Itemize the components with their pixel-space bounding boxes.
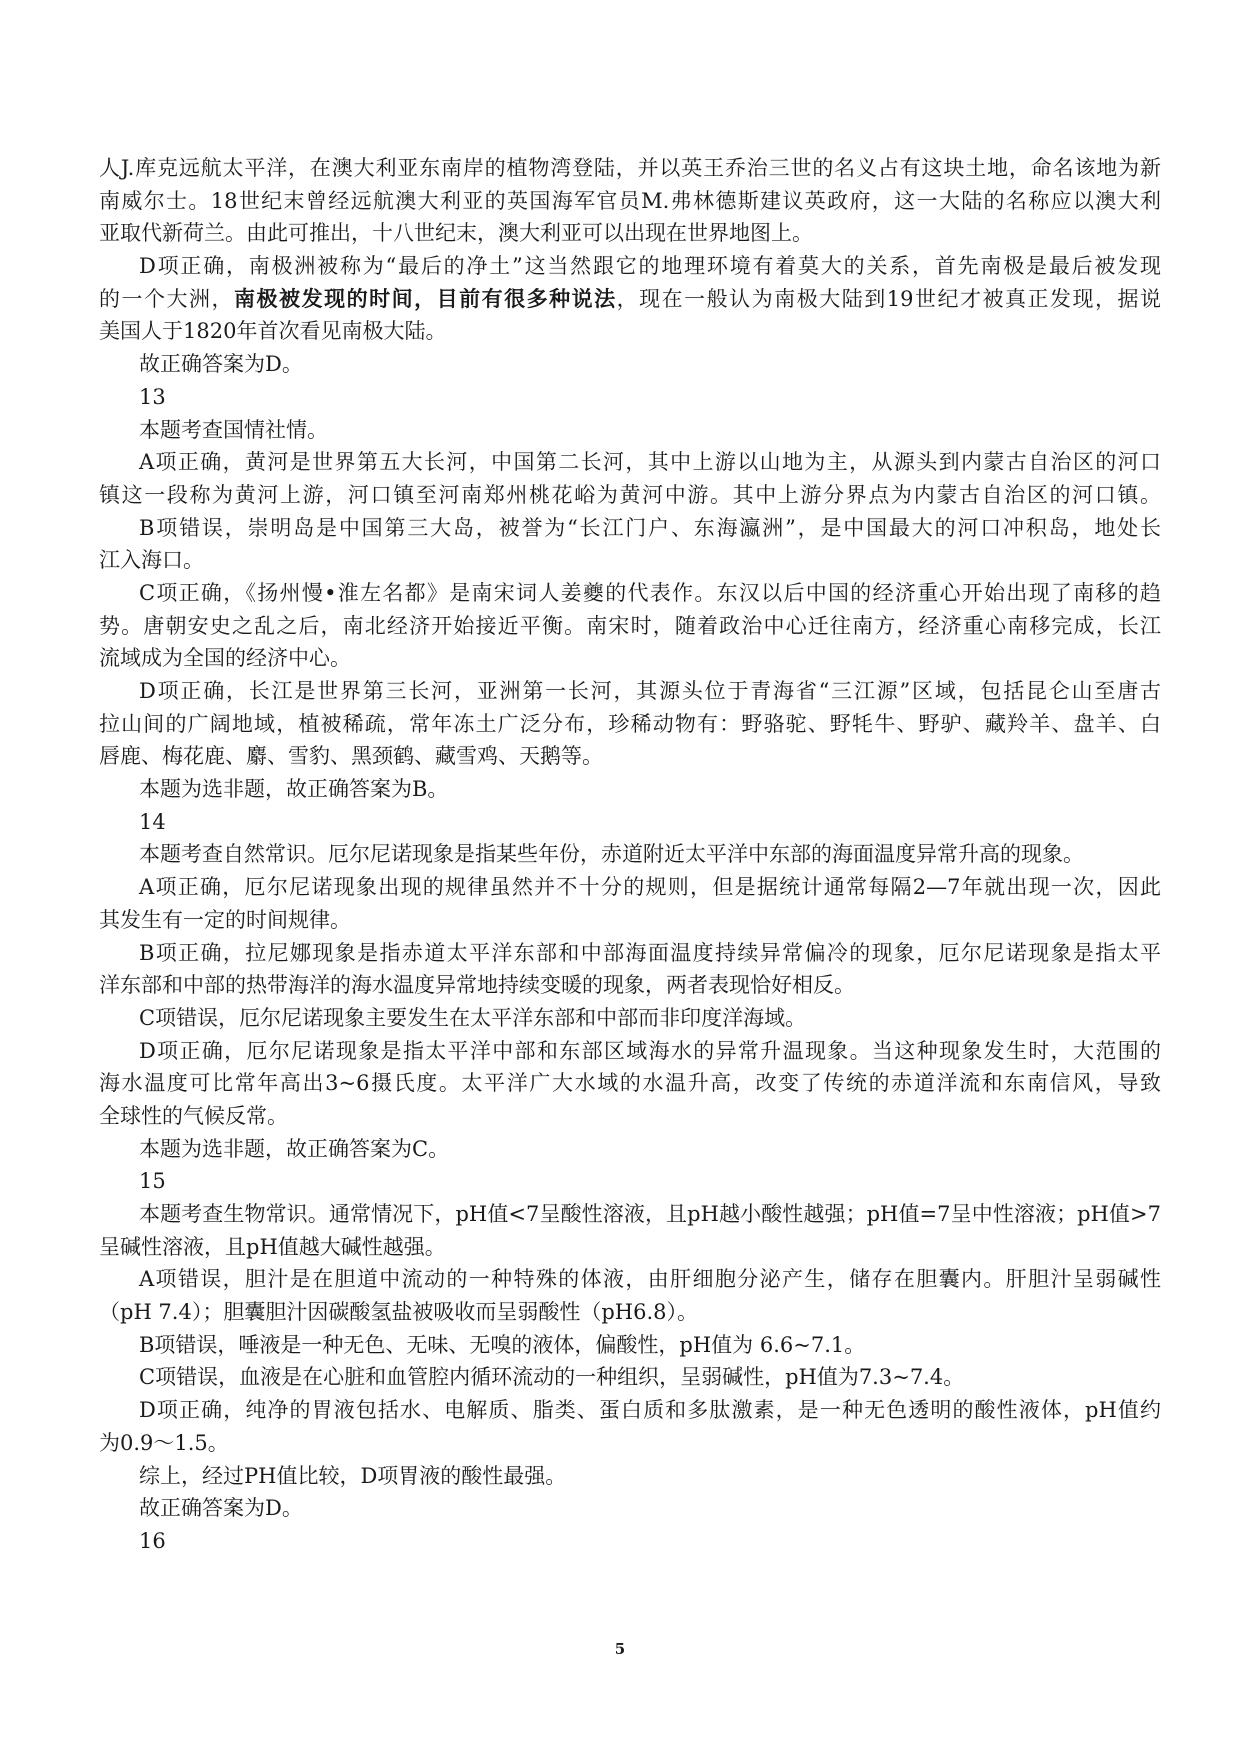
- text-line: B项错误，唾液是一种无色、无味、无嗅的液体，偏酸性，pH值为 6.6~7.1。: [139, 1332, 866, 1357]
- text-line: B项正确，拉尼娜现象是指赤道太平洋东部和中部海面温度持续异常偏冷的现象，厄尔尼诺现象是指太平: [139, 940, 1161, 965]
- text-line: 流域成为全国的经济中心。: [99, 646, 351, 671]
- text-line: 全球性的气候反常。: [99, 1103, 288, 1128]
- text-line: 14: [139, 809, 166, 834]
- text-line: A项正确，黄河是世界第五大长河，中国第二长河，其中上游以山地为主，从源头到内蒙古自治区的河口: [139, 450, 1161, 475]
- text-line: 其发生有一定的时间规律。: [99, 907, 351, 932]
- text-line: 为0.9～1.5。: [99, 1430, 229, 1455]
- text-line: 16: [139, 1528, 166, 1553]
- text-line: 本题为选非题，故正确答案为B。: [139, 777, 449, 802]
- text-line: 15: [139, 1169, 166, 1194]
- text-line: 呈碱性溶液，且pH值越大碱性越强。: [99, 1234, 446, 1259]
- text-line: 亚取代新荷兰。由此可推出，十八世纪末，澳大利亚可以出现在世界地图上。: [99, 221, 813, 246]
- text-line: 美国人于1820年首次看见南极大陆。: [99, 319, 447, 344]
- text-line: 人J.库克远航太平洋，在澳大利亚东南岸的植物湾登陆，并以英王乔治三世的名义占有这块土地，命名该地为新: [99, 156, 1161, 180]
- document-body: [99, 152, 1161, 1558]
- text-line: D项正确，长江是世界第三长河，亚洲第一长河，其源头位于青海省“三江源”区域，包括昆仑山至唐古: [139, 679, 1161, 703]
- text-line: 拉山间的广阔地域，植被稀疏，常年冻土广泛分布，珍稀动物有：野骆驼、野牦牛、野驴、藏羚羊、盘羊、白: [99, 711, 1161, 736]
- text-line: 13: [139, 384, 166, 409]
- text-line: 故正确答案为D。: [139, 352, 303, 377]
- text-line: 综上，经过PH值比较，D项胃液的酸性最强。: [139, 1463, 567, 1488]
- text-line: 势。唐朝安史之乱之后，南北经济开始接近平衡。南宋时，随着政治中心迁往南方，经济重心南移完成，长江: [99, 613, 1161, 638]
- text-line: 唇鹿、梅花鹿、麝、雪豹、黑颈鹤、藏雪鸡、天鹅等。: [99, 744, 603, 769]
- text-line: D项正确，厄尔尼诺现象是指太平洋中部和东部区域海水的异常升温现象。当这种现象发生时，大范围的: [139, 1038, 1161, 1063]
- text-line: C项错误，血液是在心脏和血管腔内循环流动的一种组织，呈弱碱性，pH值为7.3~7.4。: [139, 1365, 965, 1390]
- text-line: 南威尔士。18世纪末曾经远航澳大利亚的英国海军官员M.弗林德斯建议英政府，这一大陆的名称应以澳大利: [99, 188, 1161, 213]
- text-line: C项错误，厄尔尼诺现象主要发生在太平洋东部和中部而非印度洋海域。: [139, 1005, 807, 1030]
- text-line: C项正确，《扬州慢•淮左名都》是南宋词人姜夔的代表作。东汉以后中国的经济重心开始出现了南移的趋: [139, 580, 1161, 605]
- bold-text: 南极被发现的时间，目前有很多种说法: [234, 285, 617, 311]
- text-segment: ，现在一般认为南极大陆到19世纪才被真正发现，据说: [616, 286, 1162, 311]
- text-line: 本题考查生物常识。通常情况下，pH值<7呈酸性溶液，且pH越小酸性越强；pH值=7呈中性溶液；pH值>7: [139, 1202, 1161, 1226]
- text-line: A项错误，胆汁是在胆道中流动的一种特殊的体液，由肝细胞分泌产生，储存在胆囊内。肝胆汁呈弱碱性: [139, 1267, 1161, 1292]
- text-line: A项正确，厄尔尼诺现象出现的规律虽然并不十分的规则，但是据统计通常每隔2—7年就出现一次，因此: [139, 875, 1161, 900]
- text-line: D项正确，纯净的胃液包括水、电解质、脂类、蛋白质和多肽激素，是一种无色透明的酸性液体，pH值约: [139, 1398, 1161, 1423]
- text-line: 洋东部和中部的热带海洋的海水温度异常地持续变暖的现象，两者表现恰好相反。: [99, 973, 855, 998]
- text-line: 江入海口。: [99, 548, 204, 573]
- text-line: 镇这一段称为黄河上游，河口镇至河南郑州桃花峪为黄河中游。其中上游分界点为内蒙古自治区的河口镇。: [99, 482, 1161, 507]
- text-line: 海水温度可比常年高出3~6摄氏度。太平洋广大水域的水温升高，改变了传统的赤道洋流和东南信风，导致: [99, 1071, 1161, 1096]
- text-line: 故正确答案为D。: [139, 1496, 303, 1521]
- text-line: 本题考查自然常识。厄尔尼诺现象是指某些年份，赤道附近太平洋中东部的海面温度异常升高的现象。: [139, 842, 1084, 867]
- text-line: 本题为选非题，故正确答案为C。: [139, 1136, 450, 1161]
- text-line: 本题考查国情社情。: [139, 417, 328, 442]
- text-line: [99, 283, 1161, 316]
- text-line: （pH 7.4）；胆囊胆汁因碳酸氢盐被吸收而呈弱酸性（pH6.8）。: [99, 1300, 698, 1325]
- text-line: B项错误，崇明岛是中国第三大岛，被誉为“长江门户、东海瀛洲”，是中国最大的河口冲积岛，地处长: [139, 515, 1161, 540]
- page-number: 5: [614, 1640, 626, 1658]
- text-segment: 的一个大洲，: [99, 286, 235, 311]
- text-line: D项正确，南极洲被称为“最后的净土”这当然跟它的地理环境有着莫大的关系，首先南极是最后被发现: [139, 254, 1161, 279]
